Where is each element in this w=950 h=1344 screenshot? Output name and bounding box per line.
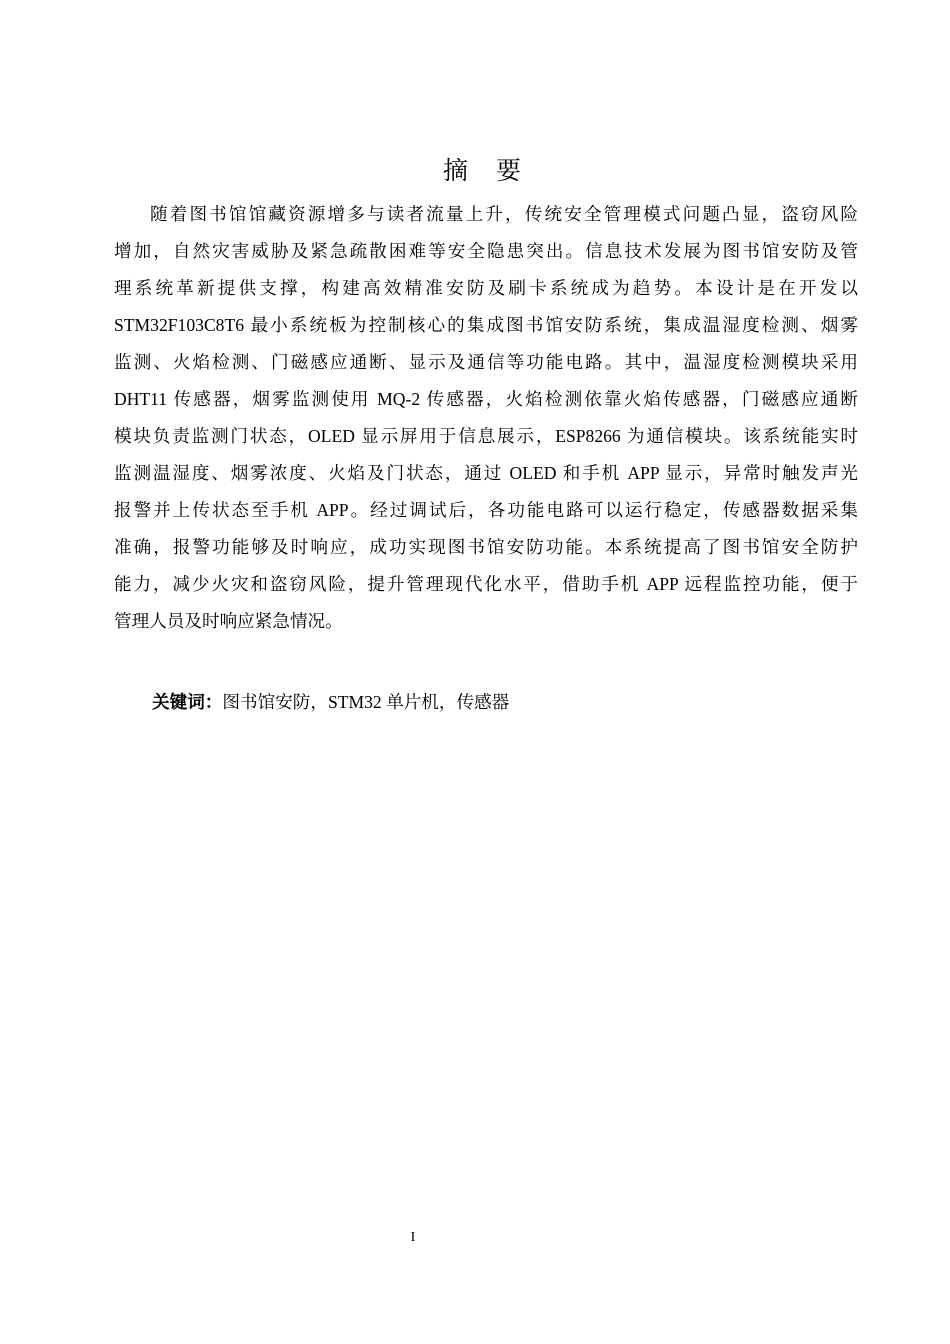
keywords-line	[152, 684, 509, 722]
abstract-line: 增加，自然灾害威胁及紧急疏散困难等安全隐患突出。信息技术发展为图书馆安防及管	[114, 241, 858, 261]
abstract-line: 监测、火焰检测、门磁感应通断、显示及通信等功能电路。其中，温湿度检测模块采用	[114, 352, 858, 372]
abstract-line: 理系统革新提供支撑，构建高效精准安防及刷卡系统成为趋势。本设计是在开发以	[114, 278, 858, 298]
abstract-line: 随着图书馆馆藏资源增多与读者流量上升，传统安全管理模式问题凸显，盗窃风险	[150, 204, 858, 224]
abstract-line: 报警并上传状态至手机 APP。经过调试后，各功能电路可以运行稳定，传感器数据采集	[114, 500, 858, 520]
abstract-line: 管理人员及时响应紧急情况。	[114, 611, 343, 631]
page-number: I	[410, 1230, 416, 1245]
keywords-value: 图书馆安防，STM32 单片机，传感器	[222, 692, 510, 712]
abstract-line: 模块负责监测门状态，OLED 显示屏用于信息展示，ESP8266 为通信模块。该系统能实时	[114, 426, 858, 446]
abstract-line: 监测温湿度、烟雾浓度、火焰及门状态，通过 OLED 和手机 APP 显示，异常时触发声光	[114, 463, 858, 483]
abstract-line: DHT11 传感器，烟雾监测使用 MQ-2 传感器，火焰检测依靠火焰传感器，门磁感应通断	[114, 389, 858, 409]
abstract-line: STM32F103C8T6 最小系统板为控制核心的集成图书馆安防系统，集成温湿度检测、烟雾	[114, 315, 858, 335]
keywords-label: 关键词：	[152, 693, 223, 713]
abstract-body	[114, 196, 858, 640]
abstract-line: 能力，减少火灾和盗窃风险，提升管理现代化水平，借助手机 APP 远程监控功能，便于	[114, 574, 858, 594]
abstract-title: 摘 要	[443, 156, 531, 185]
abstract-line: 准确，报警功能够及时响应，成功实现图书馆安防功能。本系统提高了图书馆安全防护	[114, 537, 858, 557]
